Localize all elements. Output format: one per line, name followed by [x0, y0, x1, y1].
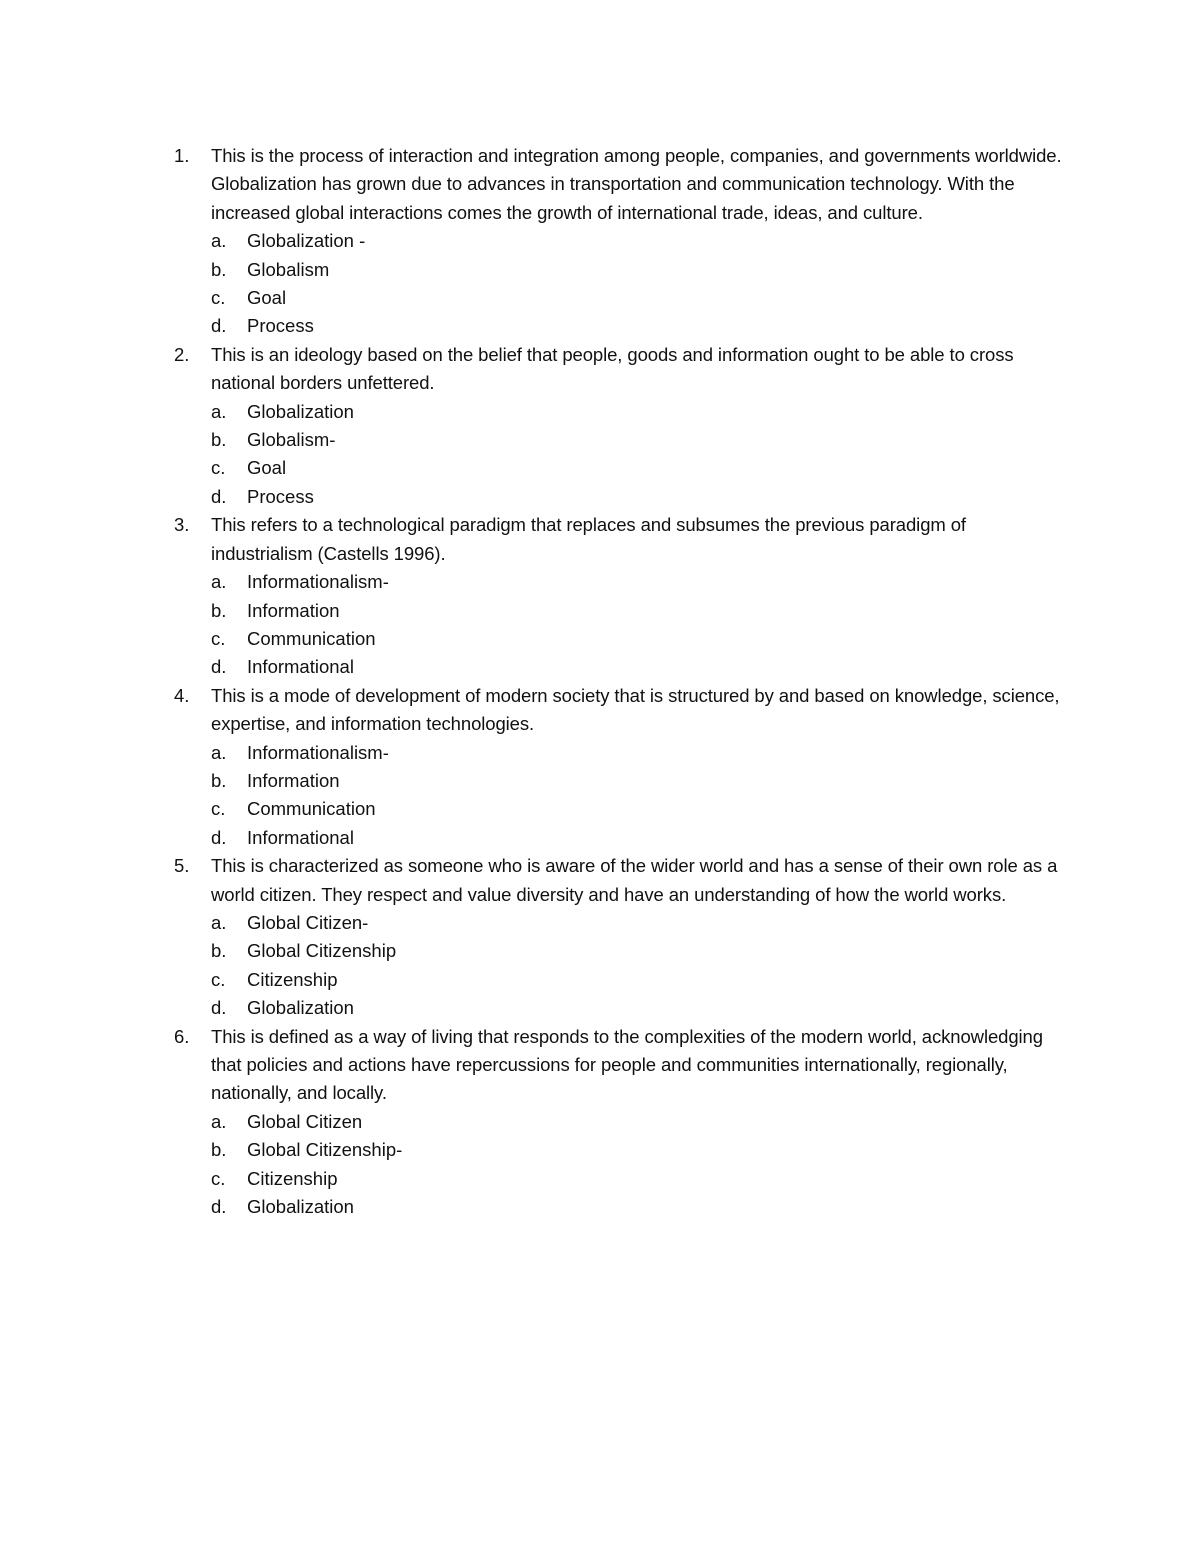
question-text: This is an ideology based on the belief that people, goods and information ought to be able to cross national borders unfettered.: [211, 343, 1014, 394]
option-text: Global Citizen: [247, 1110, 363, 1132]
question-text: This refers to a technological paradigm that replaces and subsumes the previous paradigm of industrialism (Castells 1996).: [211, 514, 966, 564]
option-text: Citizenship: [247, 968, 338, 990]
option-text: Informational: [247, 826, 354, 848]
option-text: Information: [247, 599, 340, 621]
option-c: [211, 284, 1068, 312]
options-list: [211, 739, 1068, 853]
option-c: [211, 795, 1068, 823]
question-text: This is a mode of development of modern society that is structured by and based on knowledge, science, expertise, and information technologies.: [211, 684, 1060, 735]
option-a: [211, 398, 1068, 426]
question-4: [168, 682, 1068, 852]
option-text: Citizenship: [247, 1167, 338, 1189]
option-text: Goal: [247, 287, 287, 309]
question-5: [168, 852, 1068, 1022]
option-text: Globalism: [247, 258, 330, 280]
option-b: [211, 597, 1068, 625]
option-d: [211, 824, 1068, 852]
option-letter: d.: [211, 826, 227, 848]
option-letter: b.: [211, 258, 227, 280]
option-letter: c.: [211, 287, 226, 309]
option-letter: c.: [211, 968, 226, 990]
question-number: 1.: [174, 145, 190, 166]
option-letter: d.: [211, 315, 227, 337]
question-1: [168, 142, 1068, 341]
option-letter: d.: [211, 485, 227, 507]
option-a: [211, 568, 1068, 596]
option-letter: b.: [211, 1139, 227, 1161]
question-number: 3.: [174, 514, 190, 536]
option-d: [211, 483, 1068, 511]
option-text: Globalism-: [247, 429, 336, 451]
option-text: Communication: [247, 627, 376, 649]
option-letter: b.: [211, 599, 227, 621]
option-letter: a.: [211, 911, 227, 933]
option-a: [211, 739, 1068, 767]
question-text: This is defined as a way of living that responds to the complexities of the modern world, acknowledging that policies and actions have repercussions for people and communities internationally, regionally, nationally, and locally.: [211, 1025, 1043, 1104]
question-number: 5.: [174, 855, 190, 877]
question-text: This is the process of interaction and integration among people, companies, and governments worldwide. Globalization has grown due to advances in transportation and communication technology. With the increased global interactions comes the growth of international trade, ideas, and culture.: [211, 145, 1062, 223]
option-letter: a.: [211, 741, 227, 763]
question-number: 4.: [174, 684, 190, 706]
option-text: Goal: [247, 457, 287, 479]
option-a: [211, 909, 1068, 937]
option-b: [211, 426, 1068, 454]
option-letter: d.: [211, 656, 227, 678]
option-letter: c.: [211, 798, 226, 820]
option-letter: c.: [211, 1167, 226, 1189]
option-letter: b.: [211, 940, 227, 962]
option-letter: a.: [211, 571, 227, 593]
option-d: [211, 312, 1068, 340]
question-2: [168, 341, 1068, 511]
option-letter: c.: [211, 627, 226, 649]
option-text: Information: [247, 769, 340, 791]
option-text: Informational: [247, 656, 354, 678]
option-text: Globalization: [247, 997, 354, 1019]
option-text: Globalization -: [247, 230, 366, 252]
option-c: [211, 454, 1068, 482]
option-letter: b.: [211, 769, 227, 791]
option-d: [211, 653, 1068, 681]
option-text: Communication: [247, 798, 376, 820]
question-number: 2.: [174, 343, 190, 365]
question-text: This is characterized as someone who is aware of the wider world and has a sense of their own role as a world citizen. They respect and value diversity and have an understanding of how the world works.: [211, 855, 1058, 905]
options-list: [211, 568, 1068, 682]
option-letter: a.: [211, 400, 227, 422]
option-text: Global Citizen-: [247, 911, 369, 933]
option-c: [211, 1165, 1068, 1193]
option-b: [211, 256, 1068, 284]
options-list: [211, 227, 1068, 341]
option-text: Global Citizenship: [247, 940, 397, 962]
option-c: [211, 966, 1068, 994]
option-d: [211, 994, 1068, 1022]
option-letter: a.: [211, 230, 227, 252]
option-b: [211, 1136, 1068, 1164]
question-6: [168, 1023, 1068, 1222]
option-text: Process: [247, 315, 314, 337]
option-letter: b.: [211, 429, 227, 451]
option-text: Globalization: [247, 400, 354, 422]
option-letter: c.: [211, 457, 226, 479]
option-b: [211, 937, 1068, 965]
option-text: Global Citizenship-: [247, 1139, 403, 1161]
options-list: [211, 398, 1068, 512]
option-text: Informationalism-: [247, 571, 389, 593]
option-text: Process: [247, 485, 314, 507]
option-a: [211, 227, 1068, 255]
option-d: [211, 1193, 1068, 1221]
option-letter: a.: [211, 1110, 227, 1132]
option-letter: d.: [211, 997, 227, 1019]
option-c: [211, 625, 1068, 653]
question-number: 6.: [174, 1025, 190, 1047]
option-text: Informationalism-: [247, 741, 389, 763]
question-list: [168, 142, 1068, 1221]
option-b: [211, 767, 1068, 795]
options-list: [211, 1108, 1068, 1222]
option-a: [211, 1108, 1068, 1136]
option-text: Globalization: [247, 1196, 354, 1218]
options-list: [211, 909, 1068, 1023]
question-3: [168, 511, 1068, 681]
option-letter: d.: [211, 1196, 227, 1218]
